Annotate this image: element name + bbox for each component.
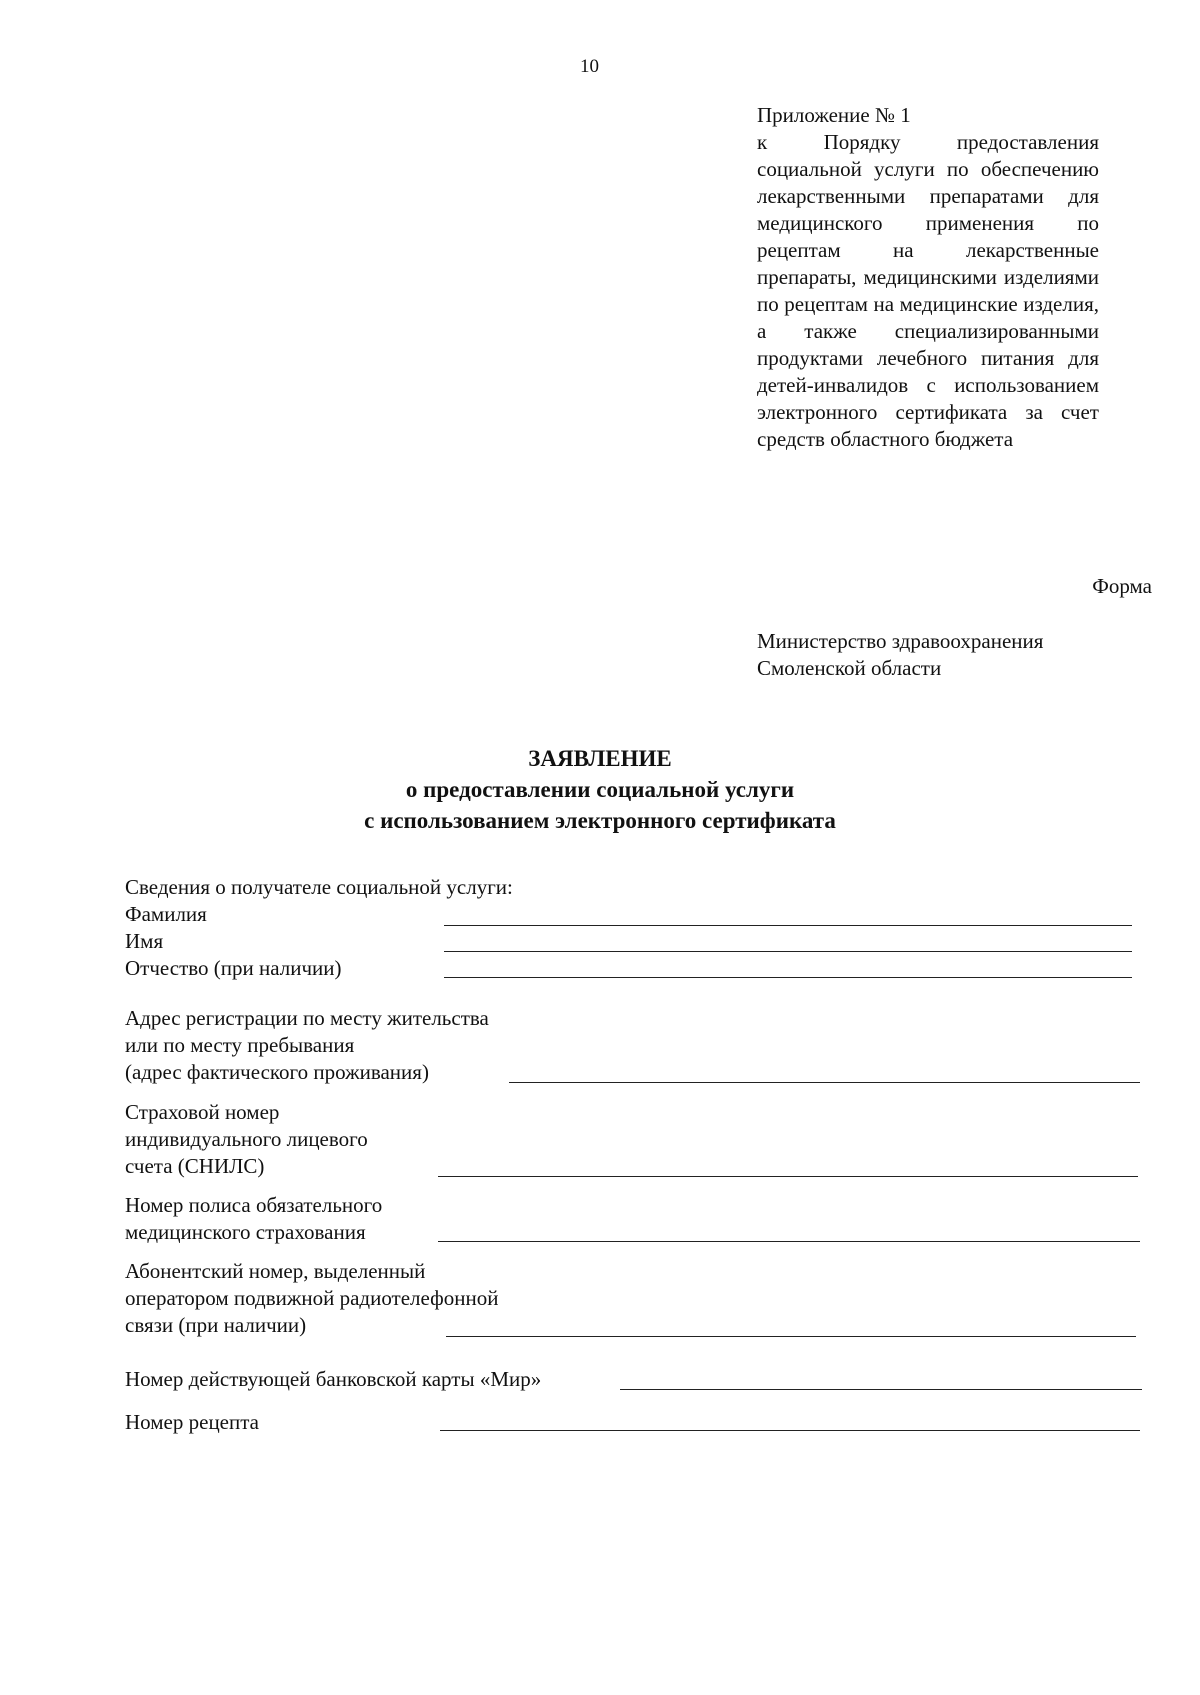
snils-field: [125, 1099, 368, 1180]
snils-label: Страховой номер индивидуального лицевого счета (СНИЛС): [125, 1100, 368, 1178]
bank-card-field: [125, 1366, 541, 1393]
patronymic-field: [125, 955, 341, 982]
oms-policy-input-line[interactable]: [438, 1241, 1140, 1242]
surname-input-line[interactable]: [444, 925, 1132, 926]
prescription-input-line[interactable]: [440, 1430, 1140, 1431]
ministry-addressee: [757, 628, 1117, 682]
surname-field: [125, 901, 207, 928]
title-line-1: ЗАЯВЛЕНИЕ: [528, 746, 672, 771]
appendix-title: Приложение № 1: [757, 103, 911, 127]
appendix-body: к Порядку предоставления социальной услуги по обеспечению лекарственными препаратами для медицинского применения по рецептам на лекарственные препараты, медицинскими изделиями по рецептам на медицинские изделия, а также специализированными продуктами лечебного питания для детей-инвалидов с использованием электронного сертификата за счет средств областного бюджета: [757, 130, 1099, 451]
ministry-line-2: Смоленской области: [757, 656, 942, 680]
address-field: [125, 1005, 489, 1086]
snils-input-line[interactable]: [438, 1176, 1138, 1177]
patronymic-label: Отчество (при наличии): [125, 956, 342, 980]
ministry-line-1: Министерство здравоохранения: [757, 629, 1044, 653]
patronymic-input-line[interactable]: [444, 977, 1132, 978]
name-input-line[interactable]: [444, 951, 1132, 952]
title-line-2: о предоставлении социальной услуги: [405, 777, 795, 802]
oms-policy-field: [125, 1192, 382, 1246]
title-line-3: с использованием электронного сертификата: [364, 808, 836, 833]
document-title: [0, 743, 1200, 836]
oms-policy-label: Номер полиса обязательного медицинского страхования: [125, 1193, 383, 1244]
name-label: Имя: [125, 929, 164, 953]
prescription-label: Номер рецепта: [125, 1410, 259, 1434]
phone-field: [125, 1258, 498, 1339]
form-label: Форма: [1092, 574, 1152, 598]
appendix-block: [757, 102, 1099, 453]
prescription-field: [125, 1409, 259, 1436]
phone-input-line[interactable]: [446, 1336, 1136, 1337]
name-field: [125, 928, 163, 955]
recipient-section-header: Сведения о получателе социальной услуги:: [125, 875, 513, 899]
address-label: Адрес регистрации по месту жительства или по месту пребывания (адрес фактического проживания): [125, 1006, 489, 1084]
bank-card-label: Номер действующей банковской карты «Мир»: [125, 1367, 542, 1391]
bank-card-input-line[interactable]: [620, 1389, 1142, 1390]
phone-label: Абонентский номер, выделенный оператором подвижной радиотелефонной связи (при наличии): [125, 1259, 499, 1337]
address-input-line[interactable]: [509, 1082, 1140, 1083]
page-number: 10: [580, 56, 599, 77]
surname-label: Фамилия: [125, 902, 207, 926]
